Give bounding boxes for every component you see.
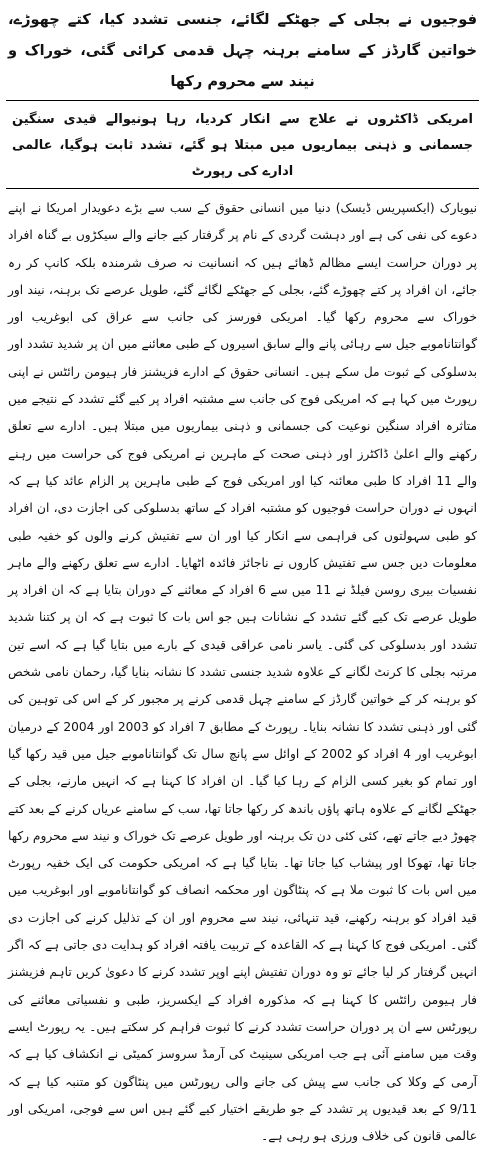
divider-bottom <box>6 188 479 189</box>
divider-top <box>6 100 479 101</box>
subheadline: امریکی ڈاکٹروں نے علاج سے انکار کردیا، رہا ہونیوالے قیدی سنگین جسمانی و ذہنی بیماریوں میں مبتلا ہو گئے، تشدد ثابت ہوگیا، عالمی ادارے کی رپورٹ <box>12 112 473 179</box>
article-body: نیویارک (ایکسپریس ڈیسک) دنیا میں انسانی حقوق کے سب سے بڑے دعویدار امریکا نے اپنے دعوے کی نفی کی ہے اور دہشت گردی کے نام پر گرفتار کیے جانے والے سیکڑوں بے گناہ افراد پر دوران حراست ایسے مظالم ڈھائے ہیں کہ انسانیت نہ صرف شرمندہ بلکہ کانپ کر رہ جائے، ان افراد پر کتے چھوڑے گئے، بجلی کے جھٹکے لگائے گئے، طویل عرصے تک برہنہ، نیند اور خوراک سے محروم رکھا گیا۔ امریکی فورسز کی جانب سے عراق کی ابوغریب اور گوانتاناموبے جیل سے رہائی پانے والے سابق اسیروں کے طبی معائنے میں ان پر شدید تشدد اور بدسلوکی کے ثبوت مل سکے ہیں۔ انسانی حقوق کے ادارے فزیشنز فار ہیومن رائٹس نے اپنی رپورٹ میں کہا ہے کہ امریکی فوج کی جانب سے مشتبہ افراد پر کیے گئے تشدد کے نتیجے میں متاثرہ افراد سنگین نوعیت کی جسمانی و ذہنی بیماریوں میں مبتلا ہیں۔ ادارے سے تعلق رکھنے والے اعلیٰ ڈاکٹرز اور ذہنی صحت کے ماہرین نے امریکی فوج کی حراست میں رہنے والے 11 افراد کا طبی معائنہ کیا اور امریکی فوج کے طبی ماہرین پر الزام عائد کیا ہے کہ انہوں نے دوران حراست فوجیوں کو مشتبہ افراد کے ساتھ بدسلوکی کی اجازت دی، ان افراد کو طبی سہولتوں کی فراہمی سے انکار کیا اور ان سے تفتیش کرنے والوں کو خفیہ طبی معلومات دیں جس سے تفتیش کاروں نے ناجائز فائدہ اٹھایا۔ ادارے سے تعلق رکھنے والے ماہر نفسیات بیری روسن فیلڈ نے 11 میں سے 6 افراد کے معائنے کے دوران بتایا ہے کہ ان افراد پر طویل عرصے تک کیے گئے تشدد کے نشانات ہیں جو اس بات کا ثبوت ہے کہ ان پر کتنا شدید تشدد اور بدسلوکی کی گئی۔ یاسر نامی عراقی قیدی کے بارے میں بتایا گیا ہے کہ اسے تین مرتبہ بجلی کا کرنٹ لگانے کے علاوہ شدید جنسی تشدد کا نشانہ بنایا گیا، رحمان نامی شخص کو برہنہ کر کے خواتین گارڈز کے سامنے چہل قدمی کرنے پر مجبور کر کے اس کی توہین کی گئی اور ذہنی تشدد کا نشانہ بنایا۔ رپورٹ کے مطابق 7 افراد کو 2003 اور 2004 کے درمیان ابوغریب اور 4 افراد کو 2002 کے اوائل سے پانچ سال تک گوانتاناموبے جیل میں قید رکھا گیا اور تمام کو بغیر کسی الزام کے رہا کیا گیا۔ ان افراد کا کہنا ہے کہ انہیں مارنے، بجلی کے جھٹکے لگانے کے علاوہ ہاتھ پاؤں باندھ کر رکھا جاتا تھا، سب کے سامنے عریاں کرنے کے بعد کتے چھوڑ دیے جاتے تھے، کئی کئی دن تک برہنہ اور طویل عرصے تک خوراک و نیند سے محروم رکھا جاتا تھا، تھوکا اور پیشاب کیا جاتا تھا۔ بتایا گیا ہے کہ امریکی حکومت کی ایک خفیہ رپورٹ میں اس بات کا ثبوت ملا ہے کہ پنٹاگون اور محکمہ انصاف کو گوانتاناموبے اور ابوغریب میں قید افراد کو برہنہ رکھنے، قید تنہائی، نیند سے محروم اور ان کے تذلیل کرنے کی اجازت دی گئی۔ امریکی فوج کا کہنا ہے کہ القاعدہ کے تربیت یافتہ افراد کو ہدایت دی جاتی ہے کہ اگر انہیں گرفتار کر لیا جائے تو وہ دوران تفتیش اپنے اوپر تشدد کرنے کا دعویٰ کریں تاہم فزیشنز فار ہیومن رائٹس کا کہنا ہے کہ مذکورہ افراد کے ایکسریز، طبی و نفسیاتی معائنے کی رپورٹس سے ان پر دوران حراست تشدد کرنے کا ثبوت فراہم کر سکتے ہیں۔ یہ رپورٹ ایسے وقت میں سامنے آئی ہے جب امریکی سینیٹ کی آرمڈ سروسز کمیٹی نے انکشاف کیا ہے کہ آرمی کے وکلا کی جانب سے پیش کی جانے والی رپورٹس میں پنٹاگون کو متنبہ کیا ہے کہ 9/11 کے بعد قیدیوں پر تشدد کے جو طریقے اختیار کیے گئے ہیں اس سے فوجی، امریکی اور عالمی قانون کی خلاف ورزی ہو رہی ہے۔ <box>8 201 478 1144</box>
headline: فوجیوں نے بجلی کے جھٹکے لگائے، جنسی تشدد کیا، کتے چھوڑے، خواتین گارڈز کے سامنے برہنہ چہل قدمی کرائی گئی، خوراک و نیند سے محروم رکھا <box>8 11 477 90</box>
